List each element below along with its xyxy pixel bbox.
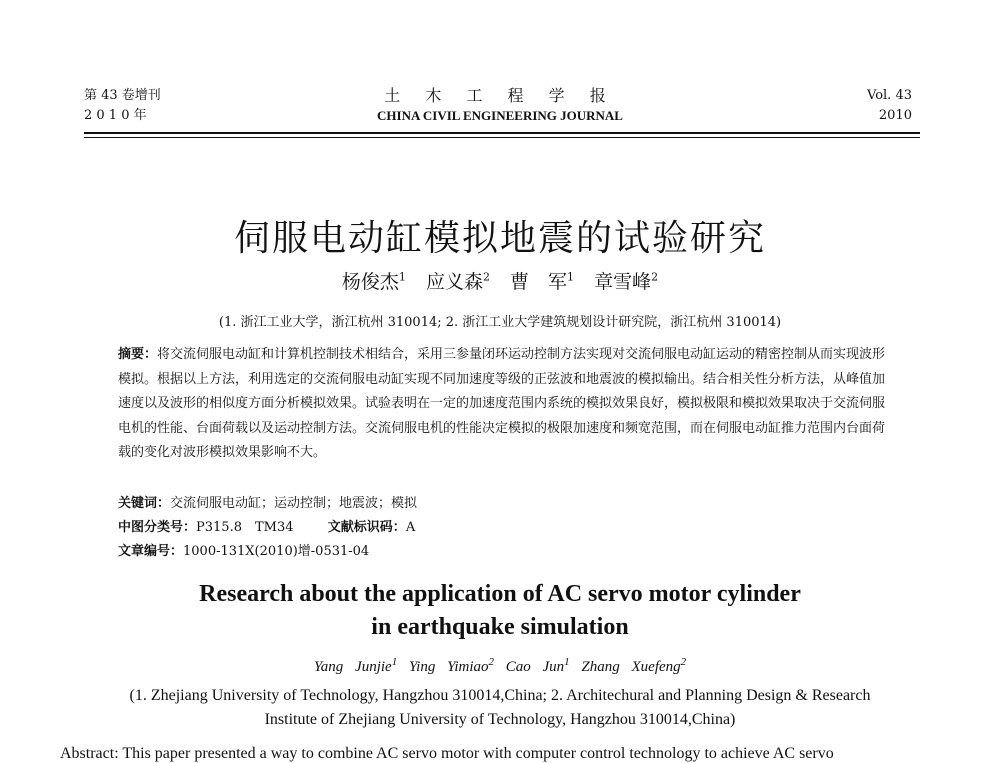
clc-label: 中图分类号： xyxy=(118,520,197,535)
author-en: Zhang Xuefeng$^2$ xyxy=(581,656,687,675)
volume-issue: 第 43 卷增刊 xyxy=(84,88,161,103)
journal-name xyxy=(0,86,1000,126)
abstract-cn-label: 摘要： xyxy=(118,347,158,362)
abstract-en-partial: Abstract: This paper presented a way to combine AC servo motor with computer control technology to achieve AC servo xyxy=(60,745,834,762)
author-en: Cao Jun$^1$ xyxy=(505,656,570,675)
publication-year-cn: 2 0 1 0 年 xyxy=(84,108,147,123)
journal-volume-en xyxy=(867,86,912,126)
header-rule-thin xyxy=(84,137,920,138)
volume-en: Vol. 43 xyxy=(867,88,912,103)
keywords-text: 交流伺服电动缸；运动控制；地震波；模拟 xyxy=(170,496,418,511)
affiliation-cn: (1. 浙江工业大学，浙江杭州 310014; 2. 浙江工业大学建筑规划设计研究院，浙江杭州 310014) xyxy=(218,315,782,330)
clc-value: P315.8 TM34 xyxy=(196,520,294,535)
header-rule-thick xyxy=(84,132,920,134)
affiliation-en-line2: Institute of Zhejiang University of Technology, Hangzhou 310014,China) xyxy=(264,711,736,728)
author-list-cn xyxy=(0,267,1000,294)
affiliation-en xyxy=(60,684,940,732)
doc-code-value: A xyxy=(405,520,416,535)
author-cn: 杨俊杰$^1$ xyxy=(341,270,406,293)
abstract-cn-text: 将交流伺服电动缸和计算机控制技术相结合，采用三参量闭环运动控制方法实现对交流伺服电动缸运动的精密控制从而实现波形模拟。根据以上方法，利用选定的交流伺服电动缸实现不同加速度等级的正弦波和地震波的模拟输出。结合相关性分析方法，从峰值加速度以及波形的相似度方面分析模拟效果。试验表明在一定的加速度范围内系统的模拟效果良好，模拟极限和模拟效果取决于交流伺服电机的性能、台面荷载以及运动控制方法。交流伺服电机的性能决定模拟的极限加速度和频宽范围，而在伺服电动缸推力范围内台面荷载的变化对波形模拟效果影响不大。 xyxy=(118,347,886,460)
affiliation-en-line1: (1. Zhejiang University of Technology, Hangzhou 310014,China; 2. Architechural and Planning Design & Research xyxy=(129,687,871,704)
classification-line xyxy=(118,518,894,538)
author-en: Ying Yimiao$^2$ xyxy=(408,656,494,675)
author-cn: 曹 军$^1$ xyxy=(510,270,575,293)
paper-title-en xyxy=(0,578,1000,644)
keywords-label: 关键词： xyxy=(118,496,171,511)
author-list-en xyxy=(0,656,1000,676)
paper-title-en-line1: Research about the application of AC servo motor cylinder xyxy=(199,581,801,607)
publication-year: 2010 xyxy=(878,108,912,123)
paper-title-cn: 伺服电动缸模拟地震的试验研究 xyxy=(233,218,766,259)
keywords-line xyxy=(118,494,894,514)
doc-code-label: 文献标识码： xyxy=(327,520,406,535)
article-no-value: 1000-131X(2010)增-0531-04 xyxy=(183,544,370,559)
article-no-label: 文章编号： xyxy=(118,544,184,559)
author-cn: 应义森$^2$ xyxy=(425,270,490,293)
abstract-cn xyxy=(118,343,894,466)
journal-name-cn: 土 木 工 程 学 报 xyxy=(384,86,616,105)
author-cn: 章雪峰$^2$ xyxy=(594,270,659,293)
author-en: Yang Junjie$^1$ xyxy=(313,656,398,675)
paper-title-en-line2: in earthquake simulation xyxy=(371,614,629,640)
journal-name-en: CHINA CIVIL ENGINEERING JOURNAL xyxy=(377,108,623,123)
article-number-line xyxy=(118,542,894,562)
